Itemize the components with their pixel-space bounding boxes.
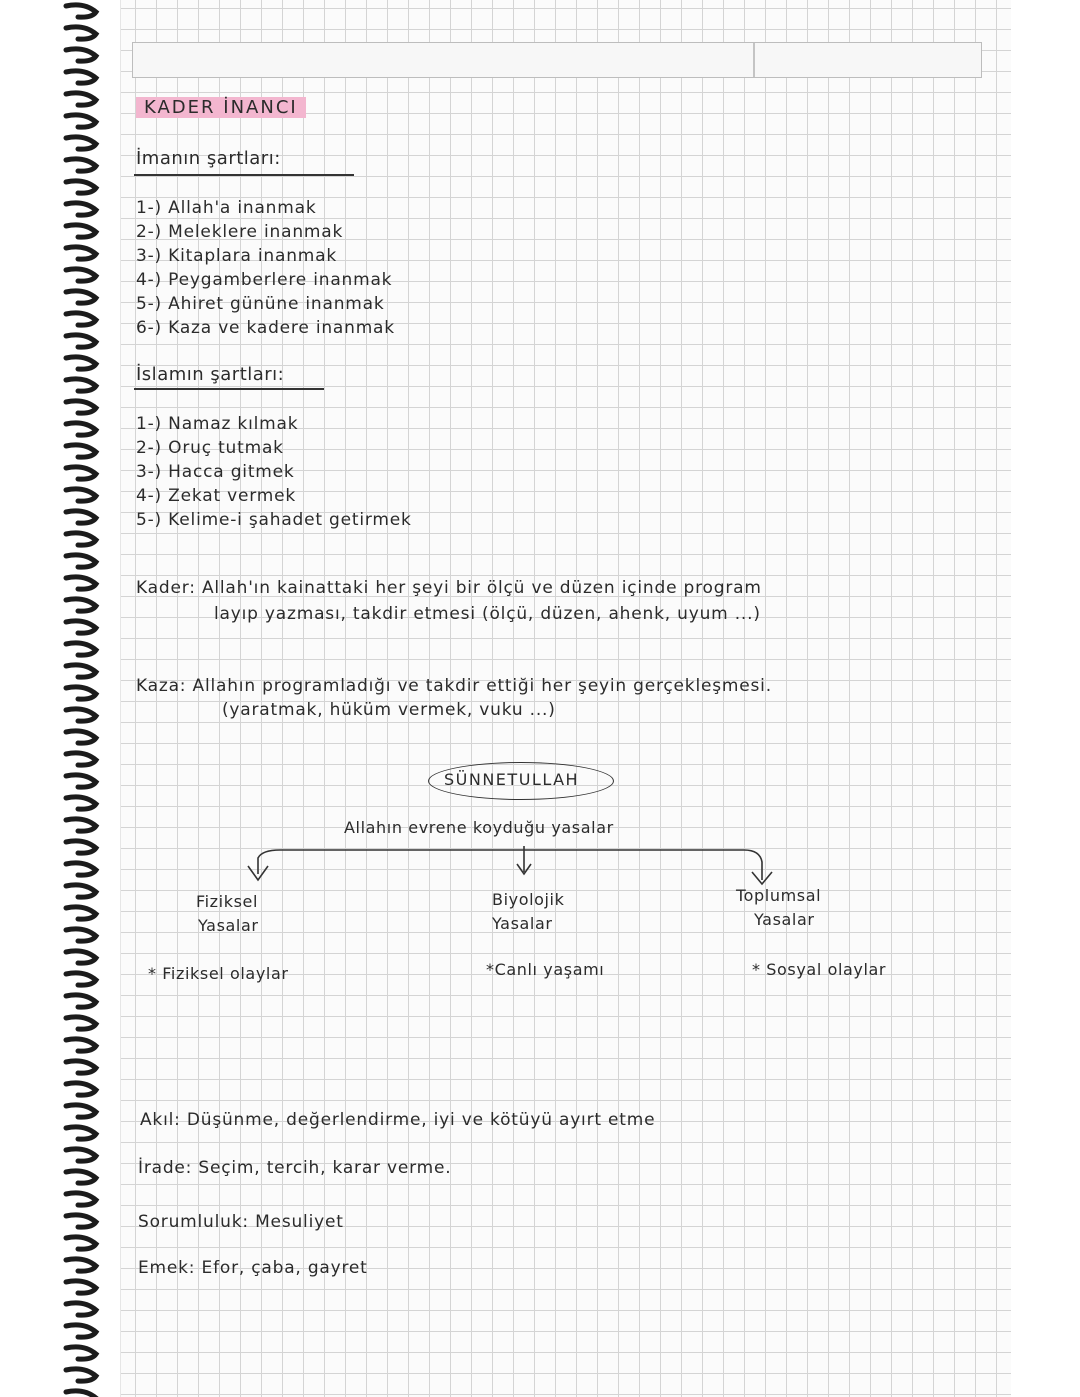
iman-heading: İmanın şartları: xyxy=(136,148,281,169)
branch-biyolojik-line2: Yasalar xyxy=(492,914,553,933)
kaza-definition-line2: (yaratmak, hüküm vermek, vuku ...) xyxy=(222,700,556,720)
branch-biyolojik-line1: Biyolojik xyxy=(492,890,565,909)
definition-emek: Emek: Efor, çaba, gayret xyxy=(138,1258,368,1278)
branch-fiziksel-example: * Fiziksel olaylar xyxy=(148,964,289,983)
branch-toplumsal-example: * Sosyal olaylar xyxy=(752,960,887,979)
islam-item: 2-) Oruç tutmak xyxy=(136,438,284,458)
definition-irade: İrade: Seçim, tercih, karar verme. xyxy=(138,1158,452,1178)
iman-item: 2-) Meleklere inanmak xyxy=(136,222,344,242)
branch-fiziksel-line1: Fiziksel xyxy=(196,892,259,911)
diagram-center-label: SÜNNETULLAH xyxy=(444,770,580,789)
islam-heading: İslamın şartları: xyxy=(136,364,285,385)
page-title: KADER İNANCI xyxy=(136,97,306,118)
islam-item: 4-) Zekat vermek xyxy=(136,486,296,506)
iman-item: 5-) Ahiret gününe inanmak xyxy=(136,294,385,314)
iman-item: 3-) Kitaplara inanmak xyxy=(136,246,337,266)
kader-definition-line2: layıp yazması, takdir etmesi (ölçü, düzen, ahenk, uyum ...) xyxy=(214,604,761,624)
iman-item: 1-) Allah'a inanmak xyxy=(136,198,317,218)
kaza-definition-line1: Kaza: Allahın programladığı ve takdir ettiği her şeyin gerçekleşmesi. xyxy=(136,676,772,696)
branch-toplumsal-line2: Yasalar xyxy=(754,910,815,929)
islam-item: 1-) Namaz kılmak xyxy=(136,414,299,434)
islam-item: 3-) Hacca gitmek xyxy=(136,462,295,482)
diagram-subtitle: Allahın evrene koyduğu yasalar xyxy=(344,818,614,837)
branch-biyolojik-example: *Canlı yaşamı xyxy=(486,960,605,979)
branch-toplumsal-line1: Toplumsal xyxy=(736,886,822,905)
iman-item: 6-) Kaza ve kadere inanmak xyxy=(136,318,395,338)
kader-definition-line1: Kader: Allah'ın kainattaki her şeyi bir ölçü ve düzen içinde program xyxy=(136,578,762,598)
islam-item: 5-) Kelime-i şahadet getirmek xyxy=(136,510,412,530)
branch-fiziksel-line2: Yasalar xyxy=(198,916,259,935)
definition-akil: Akıl: Düşünme, değerlendirme, iyi ve kötüyü ayırt etme xyxy=(140,1110,656,1130)
definition-sorumluluk: Sorumluluk: Mesuliyet xyxy=(138,1212,344,1232)
iman-item: 4-) Peygamberlere inanmak xyxy=(136,270,393,290)
